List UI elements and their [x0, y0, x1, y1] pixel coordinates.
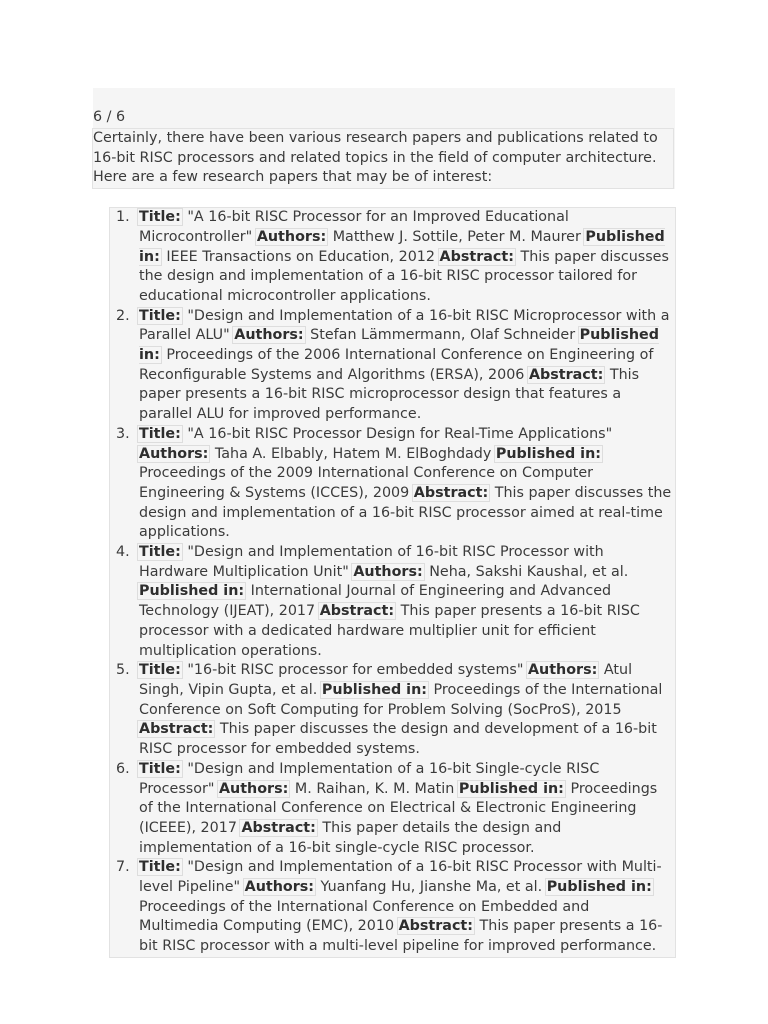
paper-published: Proceedings of the International Conference on Embedded and Multimedia Computing (EMC), 2010: [139, 898, 590, 935]
paper-abstract: This paper presents a 16-bit RISC processor with a multi-level pipeline for improved performance.: [139, 918, 663, 955]
response-header: [93, 88, 675, 189]
abstract-label: Abstract:: [439, 248, 514, 265]
published-label: Published in:: [139, 583, 245, 600]
paper-abstract: This paper presents a 16-bit RISC processor with a dedicated hardware multiplier unit for efficient multiplication operations.: [139, 603, 640, 659]
authors-label: Authors:: [256, 228, 327, 245]
paper-published: Proceedings of the 2009 International Conference on Computer Engineering & Systems (ICCES), 2009: [139, 465, 594, 501]
paper-number: 4.: [116, 544, 130, 561]
papers-list-container: [109, 207, 676, 958]
abstract-label: Abstract:: [398, 918, 473, 935]
paper-published: IEEE Transactions on Education, 2012: [166, 248, 435, 265]
title-label: Title:: [139, 859, 181, 876]
response-counter[interactable]: 6 / 6: [93, 109, 126, 125]
title-label: Title:: [139, 425, 181, 442]
abstract-label: Abstract:: [241, 819, 316, 836]
title-label: Title:: [139, 307, 181, 324]
paper-published: Proceedings of the International Conference on Electrical & Electronic Engineering (ICEEE), 2017: [139, 780, 658, 836]
paper-title: "Design and Implementation of a 16-bit RISC Microprocessor with a Parallel ALU": [139, 307, 670, 344]
published-label: Published in:: [321, 681, 427, 698]
title-label: Title:: [139, 544, 181, 561]
abstract-label: Abstract:: [528, 366, 604, 383]
paper-item: [110, 307, 675, 425]
response-page: [93, 88, 675, 958]
paper-authors: Yuanfang Hu, Jianshe Ma, et al.: [320, 879, 543, 896]
paper-published: Proceedings of the 2006 International Conference on Engineering of Reconfigurable Systems and Algorithms (ERSA), 2006: [139, 347, 654, 383]
paper-number: 6.: [116, 760, 130, 777]
abstract-label: Abstract:: [139, 721, 214, 738]
title-label: Title:: [139, 760, 181, 777]
paper-abstract: This paper discusses the design and implementation of a 16-bit RISC processor tailored for educational microcontroller applications.: [139, 248, 669, 304]
paper-number: 1.: [116, 209, 130, 226]
paper-item: [110, 543, 675, 661]
paper-number: 7.: [116, 859, 130, 876]
published-label: Published in:: [139, 228, 665, 265]
paper-published: Proceedings of the International Conference on Soft Computing for Problem Solving (SocProS), 2015: [139, 681, 663, 718]
papers-list: [110, 208, 675, 957]
authors-label: Authors:: [353, 563, 423, 580]
paper-published: International Journal of Engineering and Advanced Technology (IJEAT), 2017: [139, 583, 612, 620]
paper-title: "Design and Implementation of a 16-bit Single-cycle RISC Processor": [139, 760, 600, 797]
paper-number: 3.: [116, 425, 130, 442]
paper-title: "A 16-bit RISC Processor Design for Real-Time Applications": [187, 425, 613, 442]
paper-authors: Taha A. Elbably, Hatem M. ElBoghdady: [214, 445, 492, 462]
published-label: Published in:: [139, 327, 659, 364]
authors-label: Authors:: [218, 780, 289, 797]
paper-title: "Design and Implementation of 16-bit RISC Processor with Hardware Multiplication Unit": [139, 544, 604, 580]
intro-paragraph: Certainly, there have been various research papers and publications related to 16-bit RISC processors and related topics in the field of computer architecture. Here are a few research papers that may be of interest:: [92, 128, 674, 189]
paper-item: [110, 208, 675, 307]
paper-abstract: This paper discusses the design and development of a 16-bit RISC processor for embedded systems.: [139, 721, 657, 758]
paper-title: "A 16-bit RISC Processor for an Improved Educational Microcontroller": [139, 209, 569, 245]
paper-abstract: This paper presents a 16-bit RISC microprocessor design that features a parallel ALU for improved performance.: [139, 366, 640, 423]
paper-item: [110, 661, 675, 760]
paper-title: "Design and Implementation of a 16-bit RISC Processor with Multi-level Pipeline": [139, 859, 662, 896]
paper-number: 5.: [116, 662, 130, 679]
paper-item: [110, 425, 675, 543]
published-label: Published in:: [546, 879, 652, 896]
authors-label: Authors:: [527, 662, 598, 679]
title-label: Title:: [139, 209, 181, 226]
paper-title: "16-bit RISC processor for embedded systems": [187, 662, 524, 679]
paper-authors: Atul Singh, Vipin Gupta, et al.: [139, 662, 633, 698]
title-label: Title:: [139, 662, 181, 679]
paper-authors: M. Raihan, K. M. Matin: [294, 780, 455, 797]
authors-label: Authors:: [234, 327, 304, 344]
authors-label: Authors:: [139, 445, 209, 462]
paper-authors: Matthew J. Sottile, Peter M. Maurer: [332, 228, 581, 245]
paper-abstract: This paper details the design and implementation of a 16-bit single-cycle RISC processor.: [139, 819, 562, 856]
paper-authors: Neha, Sakshi Kaushal, et al.: [429, 563, 629, 580]
abstract-label: Abstract:: [413, 484, 489, 501]
published-label: Published in:: [458, 780, 564, 797]
paper-item: [110, 858, 675, 957]
authors-label: Authors:: [244, 879, 314, 896]
published-label: Published in:: [495, 445, 601, 462]
abstract-label: Abstract:: [319, 603, 395, 620]
paper-authors: Stefan Lämmermann, Olaf Schneider: [310, 327, 576, 344]
paper-number: 2.: [116, 307, 130, 324]
paper-item: [110, 760, 675, 859]
paper-abstract: This paper discusses the design and implementation of a 16-bit RISC processor aimed at real-time applications.: [139, 484, 672, 541]
